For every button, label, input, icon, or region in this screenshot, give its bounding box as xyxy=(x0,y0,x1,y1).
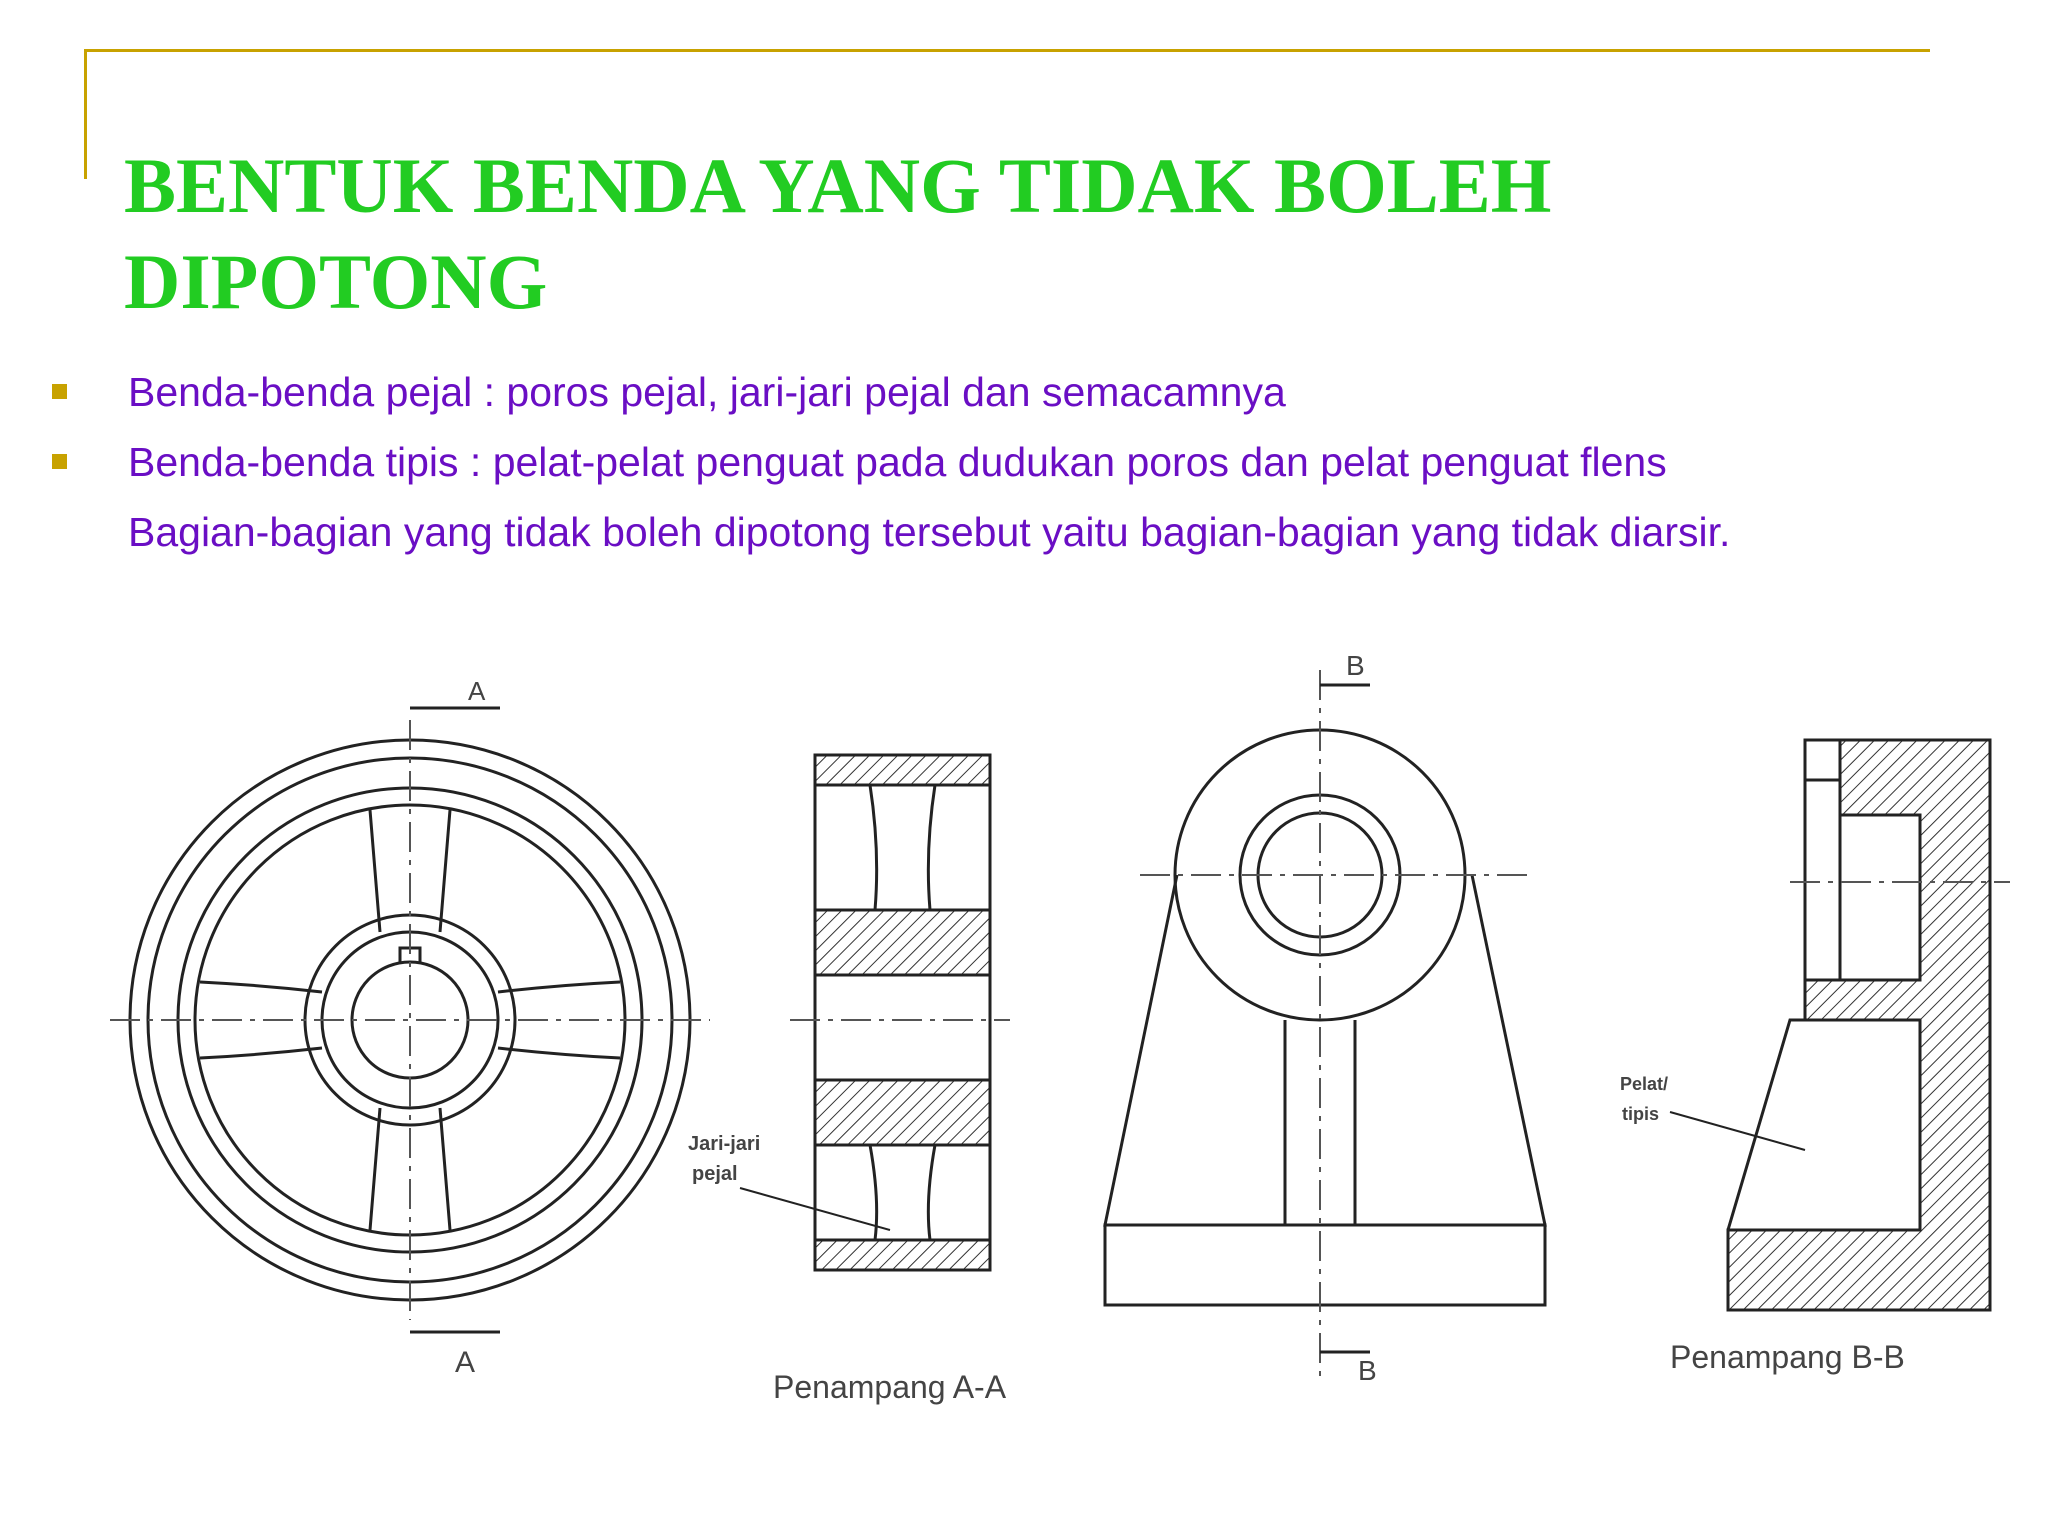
bullet-item xyxy=(52,432,2042,502)
plate-label-line2: tipis xyxy=(1622,1104,1660,1124)
caption-section-a: Penampang A-A xyxy=(773,1369,1007,1405)
plate-label-line1: Pelat/ xyxy=(1620,1074,1669,1094)
section-mark-b-bottom: B xyxy=(1358,1355,1377,1386)
caption-section-b: Penampang B-B xyxy=(1670,1339,1905,1375)
spoke-label-line2: pejal xyxy=(692,1163,738,1185)
bearing-block-front-view xyxy=(1105,670,1545,1380)
plate-leader-line xyxy=(1670,1112,1805,1150)
section-mark-b-top: B xyxy=(1346,650,1365,681)
section-mark-a-top: A xyxy=(468,676,486,706)
note-row xyxy=(52,502,2042,572)
bullet-item xyxy=(52,362,2042,432)
frame-top-line xyxy=(84,49,1930,52)
bullet-text: Benda-benda tipis : pelat-pelat penguat pada dudukan poros dan pelat penguat flens xyxy=(128,439,1667,485)
square-bullet-icon xyxy=(52,454,67,469)
slide-title: BENTUK BENDA YANG TIDAK BOLEH DIPOTONG xyxy=(124,142,1552,325)
bullet-list xyxy=(52,362,2042,572)
technical-drawing xyxy=(0,620,2048,1500)
note-text: Bagian-bagian yang tidak boleh dipotong tersebut yaitu bagian-bagian yang tidak diarsir. xyxy=(128,509,1731,555)
section-mark-a-bottom: A xyxy=(455,1346,476,1379)
frame-left-line xyxy=(84,49,87,179)
wheel-front-view xyxy=(110,708,710,1332)
bullet-text: Benda-benda pejal : poros pejal, jari-jari pejal dan semacamnya xyxy=(128,369,1286,415)
section-b-b-view xyxy=(1728,740,2010,1310)
spoke-label-line1: Jari-jari xyxy=(688,1133,761,1155)
square-bullet-icon xyxy=(52,384,67,399)
section-a-a-view xyxy=(790,755,1010,1270)
